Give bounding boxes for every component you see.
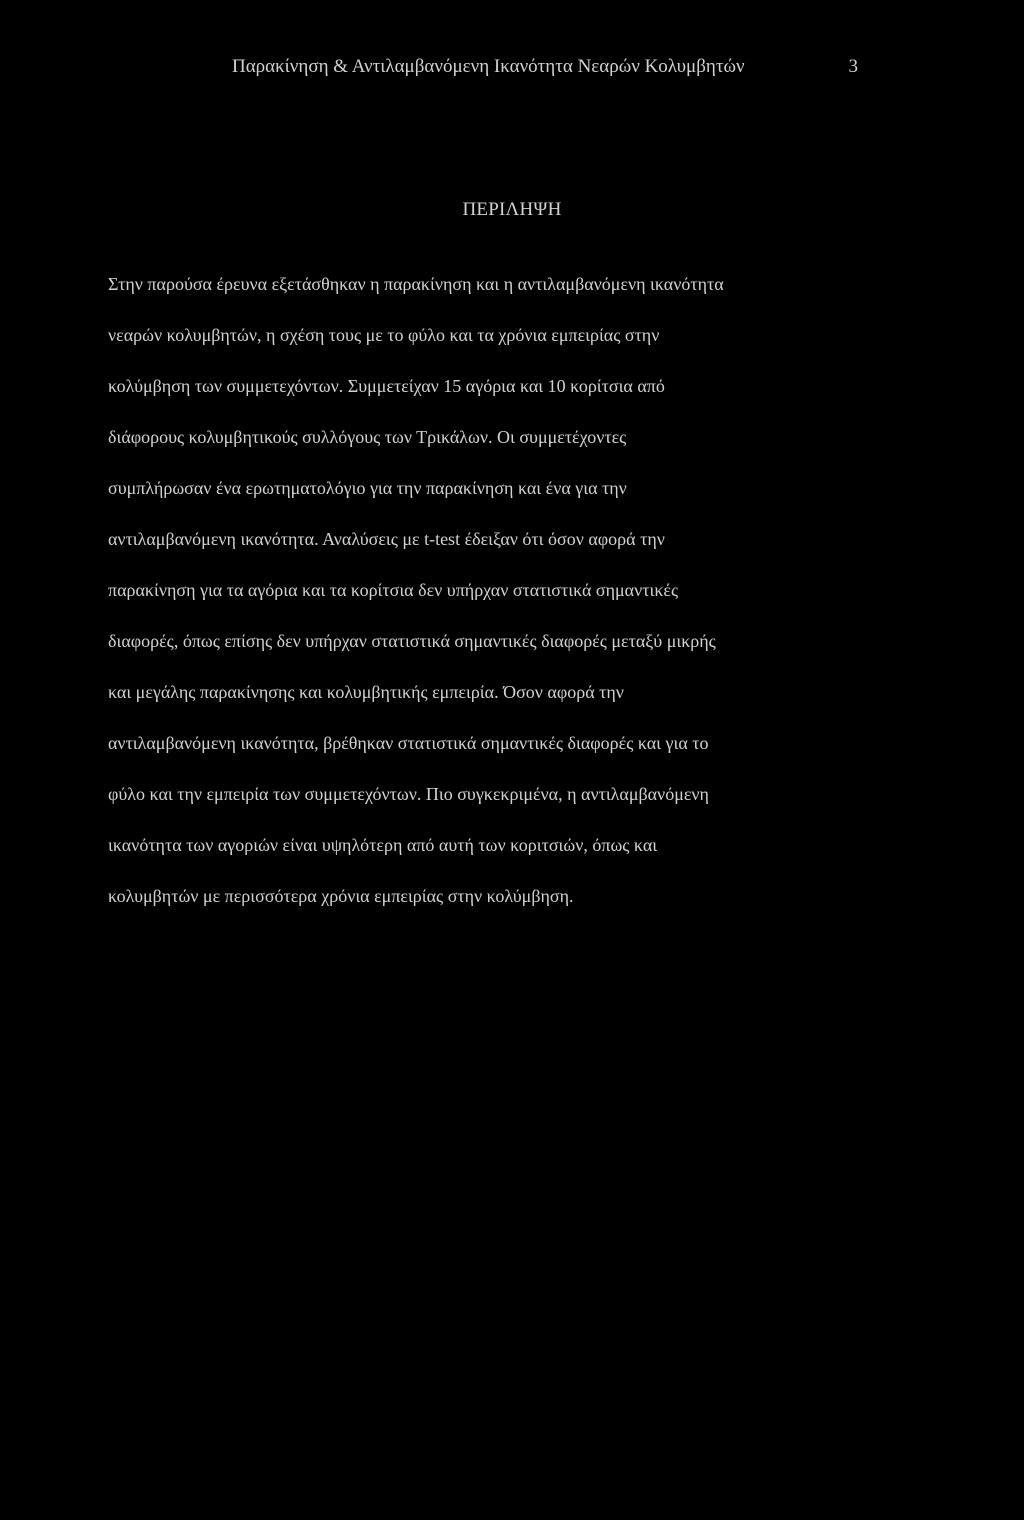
abstract-line: νεαρών κολυμβητών, η σχέση τους με το φύλο και τα χρόνια εμπειρίας στην xyxy=(108,325,660,345)
running-head-title: Παρακίνηση & Αντιλαμβανόμενη Ικανότητα Νεαρών Κολυμβητών xyxy=(232,56,745,77)
page-number: 3 xyxy=(848,56,858,77)
abstract-line: αντιλαμβανόμενη ικανότητα, βρέθηκαν στατιστικά σημαντικές διαφορές και για το xyxy=(108,733,709,753)
abstract-line: διάφορους κολυμβητικούς συλλόγους των Τρικάλων. Οι συμμετέχοντες xyxy=(108,427,627,447)
abstract-line: κολύμβηση των συμμετεχόντων. Συμμετείχαν 15 αγόρια και 10 κορίτσια από xyxy=(108,376,665,396)
abstract-line: Στην παρούσα έρευνα εξετάσθηκαν η παρακίνηση και η αντιλαμβανόμενη ικανότητα xyxy=(108,274,724,294)
abstract-line: διαφορές, όπως επίσης δεν υπήρχαν στατιστικά σημαντικές διαφορές μεταξύ μικρής xyxy=(108,631,716,651)
abstract-line: φύλο και την εμπειρία των συμμετεχόντων. Πιο συγκεκριμένα, η αντιλαμβανόμενη xyxy=(108,784,709,804)
abstract-line: ικανότητα των αγοριών είναι υψηλότερη από αυτή των κοριτσιών, όπως και xyxy=(108,835,658,855)
abstract-line: κολυμβητών με περισσότερα χρόνια εμπειρίας στην κολύμβηση. xyxy=(108,886,574,906)
abstract-line: και μεγάλης παρακίνησης και κολυμβητικής εμπειρία. Όσον αφορά την xyxy=(108,682,624,702)
abstract-line: παρακίνηση για τα αγόρια και τα κορίτσια δεν υπήρχαν στατιστικά σημαντικές xyxy=(108,580,679,600)
abstract-paragraph xyxy=(108,269,898,932)
section-heading: ΠΕΡΙΛΗΨΗ xyxy=(462,199,562,220)
abstract-line: συμπλήρωσαν ένα ερωτηματολόγιο για την παρακίνηση και ένα για την xyxy=(108,478,627,498)
running-head xyxy=(232,52,858,82)
abstract-line: αντιλαμβανόμενη ικανότητα. Αναλύσεις με t-test έδειξαν ότι όσον αφορά την xyxy=(108,529,665,549)
